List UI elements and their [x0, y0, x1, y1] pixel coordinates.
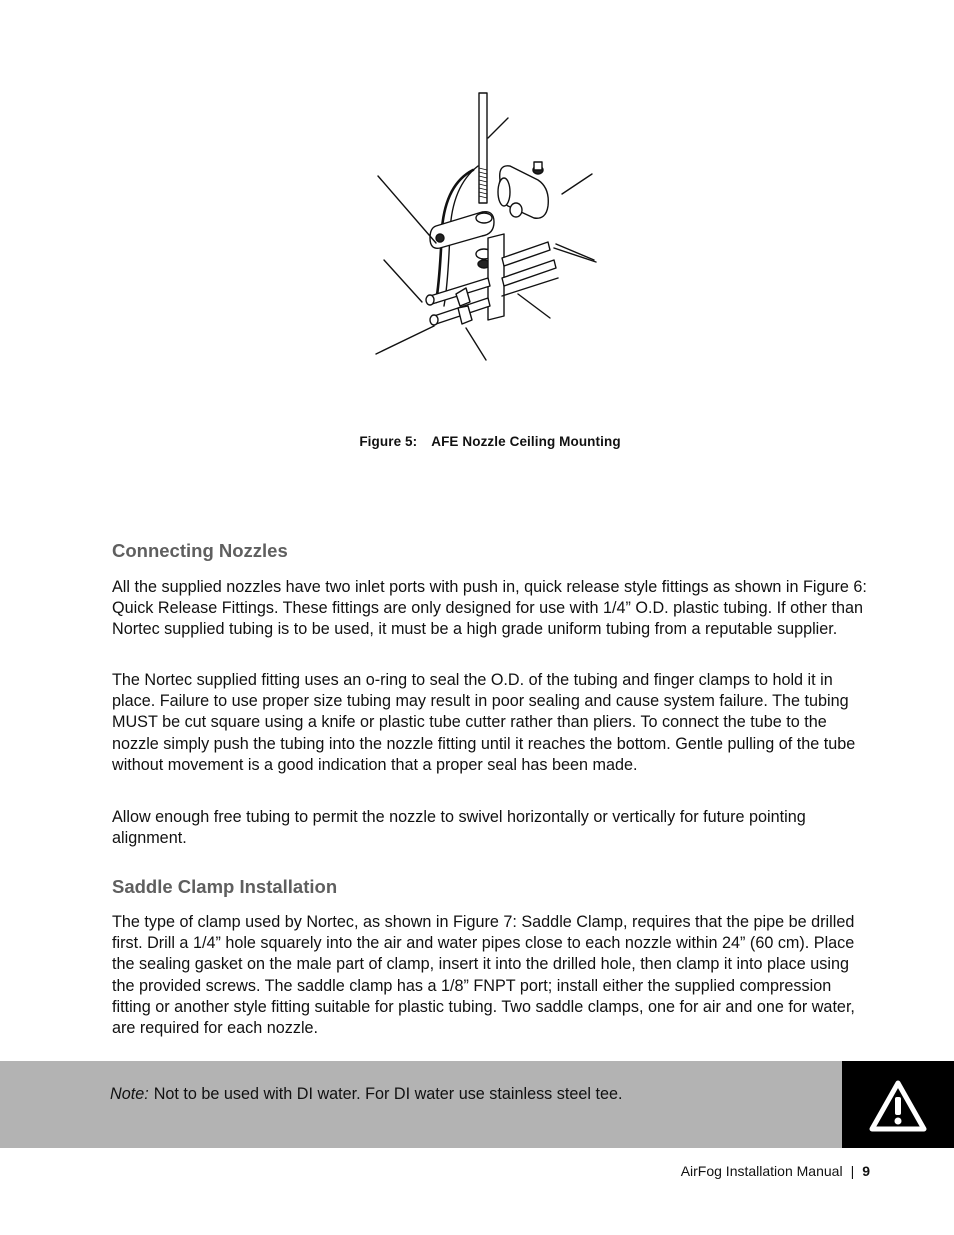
note-text: Not to be used with DI water. For DI water use stainless steel tee.	[153, 1085, 623, 1103]
note-band	[0, 1061, 842, 1148]
manual-title: AirFog Installation Manual	[680, 1163, 843, 1179]
paragraph-connecting-2: The Nortec supplied fitting uses an o-ring to seal the O.D. of the tubing and finger clamps to hold it in place. Failure to use proper size tubing may result in poor sealing and cause system failure. The tubing MUST be cut square using a knife or plastic tube cutter rather than pliers. To connect the tube to the nozzle simply push the tubing into the nozzle fitting until it reaches the bottom. Gentle pulling of the tube without movement is a good indication that a proper seal has been made.	[112, 671, 856, 774]
note-label: Note:	[110, 1085, 149, 1103]
warning-box	[842, 1061, 954, 1148]
footer-separator: |	[850, 1163, 855, 1179]
section-heading-connecting-nozzles: Connecting Nozzles	[112, 540, 288, 561]
nozzle-mounting-illustration	[370, 88, 600, 368]
paragraph-saddle-1: The type of clamp used by Nortec, as shown in Figure 7: Saddle Clamp, requires that the pipe be drilled first. Drill a 1/4” hole squarely into the air and water pipes close to each nozzle within 24” (60 cm). Place the sealing gasket on the male part of clamp, insert it into the drilled hole, then clamp it into place using the provided screws. The saddle clamp has a 1/8” FNPT port; install either the supplied compression fitting or another style fitting suitable for plastic tubing. Two saddle clamps, one for air and one for water, are required for each nozzle.	[112, 913, 855, 1038]
figure-caption	[0, 434, 954, 449]
warning-triangle-icon	[868, 1079, 928, 1133]
section-heading-saddle-clamp: Saddle Clamp Installation	[112, 876, 338, 897]
page-footer	[681, 1163, 870, 1179]
paragraph-connecting-3: Allow enough free tubing to permit the nozzle to swivel horizontally or vertically for future pointing alignment.	[112, 808, 806, 848]
paragraph-connecting-1: All the supplied nozzles have two inlet ports with push in, quick release style fittings as shown in Figure 6: Quick Release Fittings. These fittings are only designed for use with 1/4” O.D. plastic tubing. If other than Nortec supplied tubing is to be used, it must be a high grade uniform tubing from a reputable supplier.	[112, 578, 867, 639]
figure-title: AFE Nozzle Ceiling Mounting	[431, 434, 621, 449]
page-number: 9	[862, 1163, 870, 1179]
nozzle-mounting-figure	[370, 88, 600, 368]
figure-number: Figure 5:	[359, 434, 418, 449]
note	[110, 1085, 622, 1104]
